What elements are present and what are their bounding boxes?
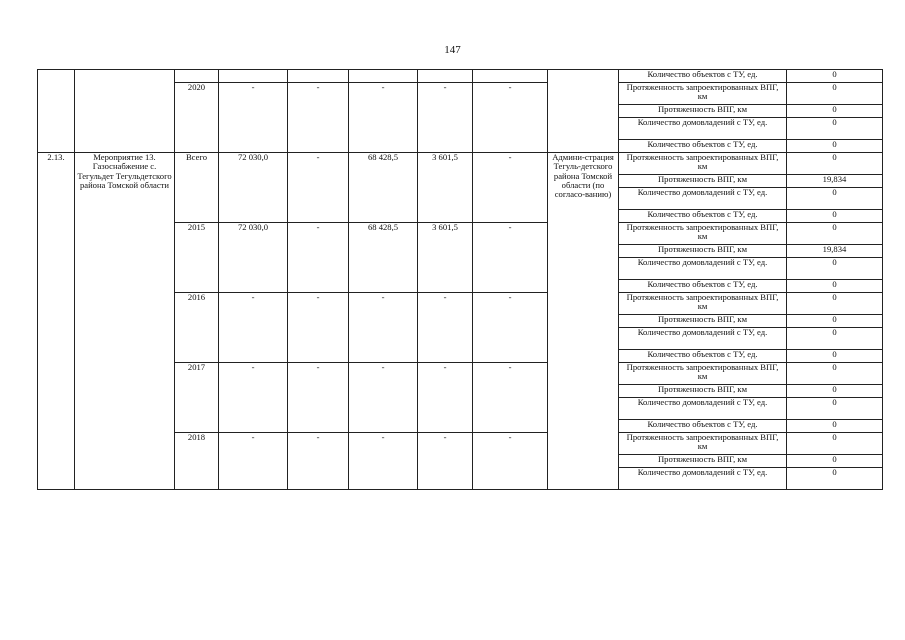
fund-value: - xyxy=(219,363,288,433)
indicator-value: 0 xyxy=(787,328,883,350)
indicator-value: 0 xyxy=(787,70,883,83)
continued-fund-cell xyxy=(418,70,473,83)
program-table xyxy=(37,69,883,490)
indicator-value: 19,834 xyxy=(787,175,883,188)
fund-value: 68 428,5 xyxy=(349,223,418,293)
indicator-value: 0 xyxy=(787,350,883,363)
year-cell: 2020 xyxy=(175,83,219,153)
indicator-value: 0 xyxy=(787,398,883,420)
fund-value: - xyxy=(288,223,349,293)
fund-value: - xyxy=(349,293,418,363)
fund-value: 3 601,5 xyxy=(418,153,473,223)
indicator-name: Количество домовладений с ТУ, ед. xyxy=(619,118,787,140)
indicator-value: 0 xyxy=(787,468,883,490)
page-number: 147 xyxy=(444,44,461,56)
indicator-name: Количество домовладений с ТУ, ед. xyxy=(619,328,787,350)
indicator-value: 0 xyxy=(787,83,883,105)
table-row xyxy=(38,153,883,175)
fund-value: - xyxy=(288,363,349,433)
fund-value: 72 030,0 xyxy=(219,223,288,293)
indicator-name: Количество объектов с ТУ, ед. xyxy=(619,70,787,83)
indicator-name: Протяженность ВПГ, км xyxy=(619,315,787,328)
indicator-name: Протяженность запроектированных ВПГ, км xyxy=(619,293,787,315)
indicator-value: 0 xyxy=(787,188,883,210)
fund-value: - xyxy=(349,363,418,433)
indicator-value: 0 xyxy=(787,210,883,223)
year-cell: 2017 xyxy=(175,363,219,433)
indicator-value: 0 xyxy=(787,363,883,385)
continued-number-cell xyxy=(38,70,75,153)
fund-value: - xyxy=(473,293,548,363)
year-cell: 2018 xyxy=(175,433,219,490)
indicator-name: Протяженность ВПГ, км xyxy=(619,385,787,398)
continued-event-cell xyxy=(75,70,175,153)
indicator-name: Количество объектов с ТУ, ед. xyxy=(619,210,787,223)
fund-value: - xyxy=(473,433,548,490)
fund-value: - xyxy=(418,83,473,153)
fund-value: - xyxy=(349,83,418,153)
indicator-value: 0 xyxy=(787,105,883,118)
continued-fund-cell xyxy=(473,70,548,83)
fund-value: - xyxy=(288,153,349,223)
indicator-name: Протяженность ВПГ, км xyxy=(619,455,787,468)
fund-value: - xyxy=(473,223,548,293)
continued-fund-cell xyxy=(349,70,418,83)
indicator-value: 0 xyxy=(787,420,883,433)
indicator-value: 0 xyxy=(787,223,883,245)
fund-value: 68 428,5 xyxy=(349,153,418,223)
indicator-name: Протяженность запроектированных ВПГ, км xyxy=(619,83,787,105)
year-cell: 2015 xyxy=(175,223,219,293)
event-name-cell: Мероприятие 13. Газоснабжение с. Тегульдет Тегульдетского района Томской области xyxy=(75,153,175,490)
indicator-name: Количество домовладений с ТУ, ед. xyxy=(619,188,787,210)
indicator-name: Протяженность запроектированных ВПГ, км xyxy=(619,363,787,385)
indicator-value: 0 xyxy=(787,433,883,455)
indicator-value: 0 xyxy=(787,118,883,140)
fund-value: - xyxy=(288,293,349,363)
fund-value: - xyxy=(473,363,548,433)
indicator-value: 0 xyxy=(787,455,883,468)
fund-value: 3 601,5 xyxy=(418,223,473,293)
indicator-name: Протяженность ВПГ, км xyxy=(619,175,787,188)
indicator-value: 19,834 xyxy=(787,245,883,258)
indicator-name: Количество домовладений с ТУ, ед. xyxy=(619,398,787,420)
indicator-name: Протяженность запроектированных ВПГ, км xyxy=(619,433,787,455)
indicator-name: Количество объектов с ТУ, ед. xyxy=(619,280,787,293)
fund-value: - xyxy=(349,433,418,490)
indicator-value: 0 xyxy=(787,315,883,328)
row-number-cell: 2.13. xyxy=(38,153,75,490)
indicator-name: Количество домовладений с ТУ, ед. xyxy=(619,468,787,490)
indicator-name: Количество объектов с ТУ, ед. xyxy=(619,350,787,363)
fund-value: - xyxy=(288,83,349,153)
indicator-value: 0 xyxy=(787,258,883,280)
continued-fund-cell xyxy=(288,70,349,83)
fund-value: - xyxy=(219,433,288,490)
fund-value: - xyxy=(418,433,473,490)
continued-fund-cell xyxy=(219,70,288,83)
indicator-name: Количество домовладений с ТУ, ед. xyxy=(619,258,787,280)
continued-year-cell xyxy=(175,70,219,83)
fund-value: - xyxy=(418,363,473,433)
indicator-value: 0 xyxy=(787,280,883,293)
indicator-name: Протяженность запроектированных ВПГ, км xyxy=(619,223,787,245)
indicator-value: 0 xyxy=(787,385,883,398)
fund-value: - xyxy=(219,293,288,363)
year-cell: 2016 xyxy=(175,293,219,363)
fund-value: - xyxy=(418,293,473,363)
indicator-value: 0 xyxy=(787,140,883,153)
fund-value: - xyxy=(473,153,548,223)
indicator-value: 0 xyxy=(787,293,883,315)
continued-executor-cell xyxy=(548,70,619,153)
indicator-name: Протяженность ВПГ, км xyxy=(619,245,787,258)
indicator-name: Количество объектов с ТУ, ед. xyxy=(619,420,787,433)
year-cell: Всего xyxy=(175,153,219,223)
table-row xyxy=(38,70,883,83)
indicator-value: 0 xyxy=(787,153,883,175)
indicator-name: Протяженность запроектированных ВПГ, км xyxy=(619,153,787,175)
fund-value: - xyxy=(473,83,548,153)
indicator-name: Количество объектов с ТУ, ед. xyxy=(619,140,787,153)
fund-value: - xyxy=(288,433,349,490)
indicator-name: Протяженность ВПГ, км xyxy=(619,105,787,118)
executor-cell: Админи-страция Тегуль-детского района Томской области (по согласо-ванию) xyxy=(548,153,619,490)
fund-value: 72 030,0 xyxy=(219,153,288,223)
fund-value: - xyxy=(219,83,288,153)
